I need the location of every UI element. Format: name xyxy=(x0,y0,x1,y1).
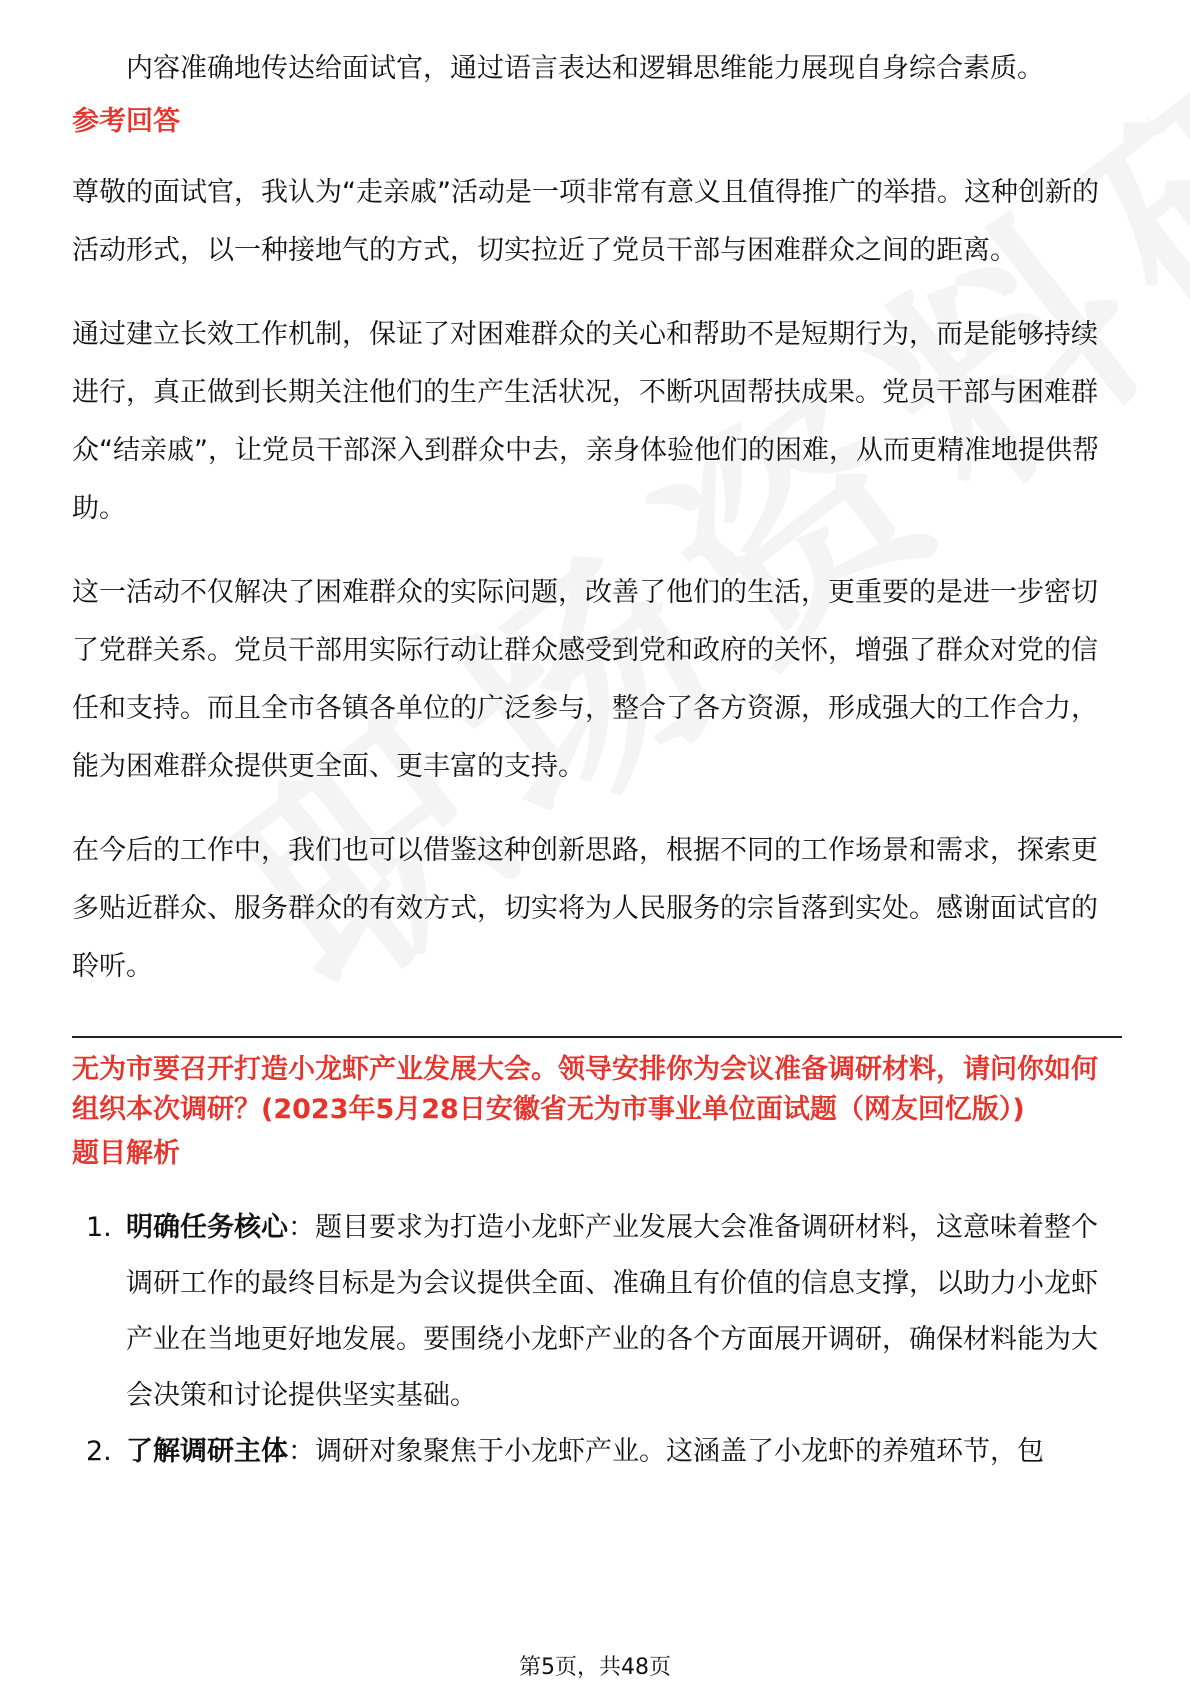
analysis-text: 题目要求为打造小龙虾产业发展大会准备调研材料，这意味着整个调研工作的最终目标是为会议提供全面、准确且有价值的信息支撑，以助力小龙虾产业在当地更好地发展。要围绕小龙虾产业的各个方面展开调研，确保材料能为大会决策和讨论提供坚实基础。 xyxy=(126,1212,1098,1411)
interview-question: 无为市要召开打造小龙虾产业发展大会。领导安排你为会议准备调研材料，请问你如何组织本次调研？(2023年5月28日安徽省无为市事业单位面试题（网友回忆版）) xyxy=(72,1054,1098,1125)
answer-paragraph-3: 这一活动不仅解决了困难群众的实际问题，改善了他们的生活，更重要的是进一步密切了党群关系。党员干部用实际行动让群众感受到党和政府的关怀，增强了群众对党的信任和支持。而且全市各镇各单位的广泛参与，整合了各方资源，形成强大的工作合力，能为困难群众提供更全面、更丰富的支持。 xyxy=(72,577,1098,782)
reference-answer-heading: 参考回答 xyxy=(72,106,180,137)
answer-paragraph-4: 在今后的工作中，我们也可以借鉴这种创新思路，根据不同的工作场景和需求，探索更多贴近群众、服务群众的有效方式，切实将为人民服务的宗旨落到实处。感谢面试官的聆听。 xyxy=(72,835,1098,982)
term-separator: ： xyxy=(288,1212,315,1243)
answer-paragraph-1: 尊敬的面试官，我认为“走亲戚”活动是一项非常有意义且值得推广的举措。这种创新的活动形式，以一种接地气的方式，切实拉近了党员干部与困难群众之间的距离。 xyxy=(72,177,1099,266)
answer-paragraph-2: 通过建立长效工作机制，保证了对困难群众的关心和帮助不是短期行为，而是能够持续进行，真正做到长期关注他们的生产生活状况，不断巩固帮扶成果。党员干部与困难群众“结亲戚”，让党员干部深入到群众中去，亲身体验他们的困难，从而更精准地提供帮助。 xyxy=(72,319,1099,524)
analysis-term: 了解调研主体 xyxy=(126,1436,288,1467)
section-divider xyxy=(72,1036,1122,1038)
analysis-item xyxy=(72,1200,1122,1424)
analysis-item xyxy=(72,1424,1122,1480)
list-number: 2. xyxy=(86,1436,112,1467)
page-content xyxy=(72,40,1122,1480)
analysis-list xyxy=(72,1200,1122,1480)
analysis-term: 明确任务核心 xyxy=(126,1212,288,1243)
analysis-heading: 题目解析 xyxy=(72,1138,180,1169)
analysis-text: 调研对象聚焦于小龙虾产业。这涵盖了小龙虾的养殖环节，包 xyxy=(315,1436,1044,1467)
intro-line: 内容准确地传达给面试官，通过语言表达和逻辑思维能力展现自身综合素质。 xyxy=(126,53,1044,84)
page-footer: 第5页，共48页 xyxy=(519,1655,671,1680)
term-separator: ： xyxy=(288,1436,315,1467)
list-number: 1. xyxy=(86,1212,112,1243)
